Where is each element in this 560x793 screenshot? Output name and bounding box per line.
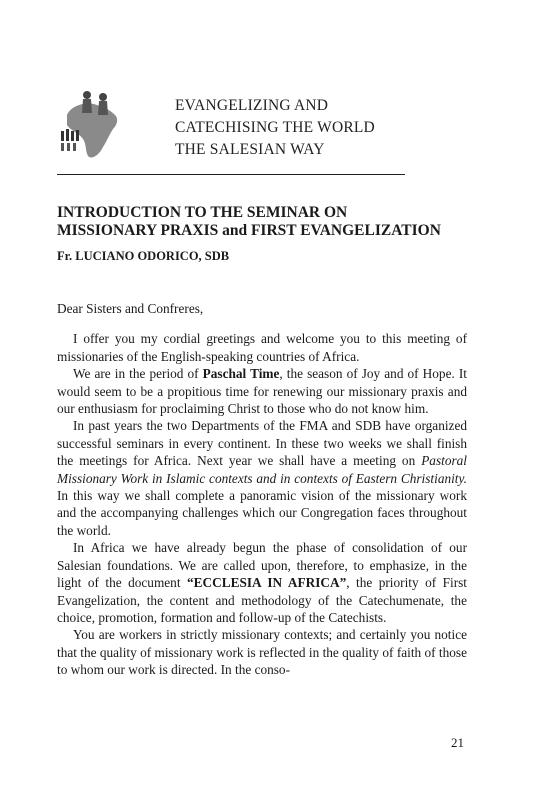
africa-map-with-figures-icon (57, 85, 127, 165)
paragraph-text: In Africa we have already begun the phase of consolidation of our Salesian foundations. We are called upon, therefore, to emphasize, in the light of the document (57, 540, 467, 591)
paragraph: I offer you my cordial greetings and welcome you to this meeting of missionaries of the English-speaking countries of Africa. (57, 331, 467, 364)
paragraph (57, 539, 467, 626)
page-number: 21 (451, 735, 464, 750)
salutation: Dear Sisters and Confreres, (57, 301, 204, 316)
article-body (57, 300, 467, 679)
series-header (57, 85, 457, 175)
bold-phrase: Paschal Time (202, 366, 280, 382)
series-title-line: EVANGELIZING AND (175, 97, 329, 114)
paragraph-text: , the priority of First Evangelization, the content and methodology of the Catechumenate, the choice, promotion, formation and follow-up of the Catechists. (57, 575, 468, 625)
series-title-line: CATECHISING THE WORLD (175, 119, 375, 136)
paragraph (57, 365, 467, 417)
series-title-line: THE SALESIAN WAY (175, 141, 325, 158)
italic-phrase: Pastoral Missionary Work in Islamic contexts and in contexts of Eastern Christianity. (57, 453, 467, 486)
bold-phrase: “ECCLESIA IN AFRICA” (187, 575, 347, 591)
paragraph-text: We are in the period of (73, 366, 203, 382)
paragraph (57, 417, 467, 539)
article-title-line: INTRODUCTION TO THE SEMINAR ON (57, 204, 348, 221)
article-author: Fr. LUCIANO ODORICO, SDB (57, 249, 230, 263)
paragraph-text: In past years the two Departments of the FMA and SDB have organized successful seminars in every continent. In these two weeks we shall finish the meetings for Africa. Next year we shall have a meeting on (57, 418, 467, 469)
series-title (175, 95, 375, 161)
article-title-line: MISSIONARY PRAXIS and FIRST EVANGELIZATION (57, 222, 441, 239)
paragraph-text: In this way we shall complete a panoramic vision of the missionary work and the accompanying challenges which our Congregation faces throughout the world. (57, 488, 467, 538)
paragraph-text: , the season of Joy and of Hope. It would seem to be a propitious time for renewing our missionary praxis and our enthusiasm for proclaiming Christ to those who do not know him. (57, 366, 467, 417)
header-divider (57, 174, 405, 175)
paragraph: You are workers in strictly missionary contexts; and certainly you notice that the quality of missionary work is reflected in the quality of faith of those to whom our work is directed. In the conso- (57, 627, 467, 678)
article-title (57, 204, 477, 240)
